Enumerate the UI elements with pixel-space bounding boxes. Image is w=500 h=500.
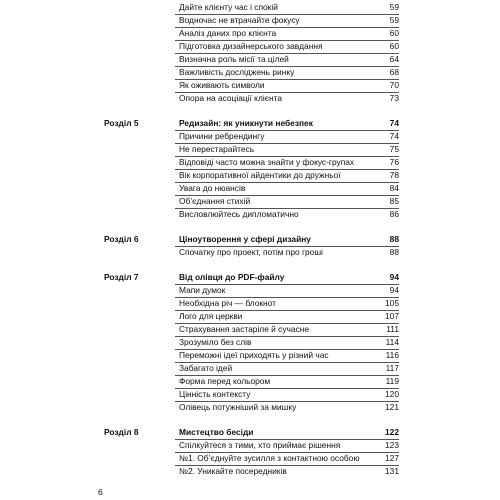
entry-title: Увага до нюансів (179, 183, 246, 193)
entry-title: Лого для церкви (179, 311, 243, 321)
toc-entry (175, 297, 399, 311)
section-title: Редизайн: як уникнути небезпек (179, 118, 313, 128)
section-heading-row (175, 271, 399, 285)
section-title: Ціноутворення у сфері дизайну (179, 234, 311, 244)
entry-page-number: 84 (389, 183, 399, 193)
entry-title: Визначна роль місії та цілей (179, 54, 289, 64)
entry-page-number: 105 (385, 298, 399, 308)
toc-entry (175, 401, 399, 414)
entry-title: Олівець потужніший за мишку (179, 402, 297, 412)
entry-title: Водночас не втрачайте фокусу (179, 15, 300, 25)
toc-entry (175, 465, 399, 478)
entry-title: Висловлюйтесь дипломатично (179, 209, 299, 219)
entry-title: Дайте клієнту час і спокій (179, 2, 278, 12)
entry-page-number: 123 (385, 440, 399, 450)
toc-entry (175, 336, 399, 350)
toc-entry (175, 79, 399, 93)
entry-page-number: 119 (385, 376, 399, 386)
entry-page-number: 131 (385, 466, 399, 476)
entry-page-number: 74 (389, 131, 399, 141)
section-page-number: 94 (389, 272, 399, 282)
toc-entry (175, 375, 399, 389)
toc-entry (175, 130, 399, 144)
toc-entry (175, 27, 399, 41)
entry-page-number: 68 (389, 67, 399, 77)
entry-title: Зрозуміло без слів (179, 337, 252, 347)
entry-page-number: 78 (389, 170, 399, 180)
entry-title: Переможні ідеї приходять у різний час (179, 350, 329, 360)
entry-page-number: 107 (385, 311, 399, 321)
entry-title: Спілкуйтеся з тими, хто приймає рішення (179, 440, 341, 450)
entry-page-number: 73 (389, 93, 399, 103)
entry-title: Причини ребрендингу (179, 131, 265, 141)
toc-entry (175, 246, 399, 259)
entry-page-number: 111 (386, 324, 399, 334)
entry-title: Необхідна річ — блокнот (179, 298, 276, 308)
entry-title: Не перестарайтесь (179, 144, 255, 154)
entry-page-number: 114 (385, 337, 399, 347)
entry-title: №1. Об’єднуйте зусилля з контактною особою (179, 453, 360, 463)
entry-title: Вік корпоративної айдентики до дружньої (179, 170, 341, 180)
entry-page-number: 86 (389, 209, 399, 219)
entry-page-number: 94 (389, 285, 399, 295)
toc-entry (175, 195, 399, 209)
toc-entry (175, 66, 399, 80)
entry-page-number: 64 (389, 54, 399, 64)
entry-title: Як оживають символи (179, 80, 265, 90)
toc-entry (175, 156, 399, 170)
entry-page-number: 121 (385, 402, 399, 412)
entry-title: Аналіз даних про клієнта (179, 28, 277, 38)
toc-entry (175, 208, 399, 221)
entry-page-number: 59 (389, 15, 399, 25)
toc-entry (175, 452, 399, 466)
entry-page-number: 120 (385, 389, 399, 399)
section-title: Від олівця до PDF-файлу (179, 272, 285, 282)
entry-page-number: 60 (389, 28, 399, 38)
toc-entry (175, 439, 399, 453)
toc-entry (175, 388, 399, 402)
section-label: Розділ 7 (104, 272, 139, 282)
toc-entry (175, 14, 399, 28)
entry-page-number: 60 (389, 41, 399, 51)
entry-page-number: 116 (385, 350, 399, 360)
section-page-number: 122 (385, 427, 399, 437)
entry-page-number: 127 (385, 453, 399, 463)
entry-title: Важливість досліджень ринку (179, 67, 295, 77)
entry-page-number: 75 (389, 144, 399, 154)
toc-entry (175, 1, 399, 15)
entry-title: Спочатку про проект, потім про гроші (179, 247, 323, 257)
toc-entry (175, 284, 399, 298)
toc-entry (175, 349, 399, 363)
entry-page-number: 85 (389, 196, 399, 206)
entry-page-number: 70 (389, 80, 399, 90)
entry-page-number: 117 (385, 363, 399, 373)
entry-title: Забагато ідей (179, 363, 233, 373)
entry-page-number: 76 (389, 157, 399, 167)
section-label: Розділ 5 (104, 118, 139, 128)
section-heading-row (175, 117, 399, 131)
entry-page-number: 88 (389, 247, 399, 257)
toc-entry (175, 182, 399, 196)
toc-entry (175, 169, 399, 183)
section-page-number: 74 (389, 118, 399, 128)
section-heading-row (175, 233, 399, 247)
toc-entry (175, 40, 399, 54)
entry-title: №2. Уникайте посередників (179, 466, 287, 476)
toc-entry (175, 362, 399, 376)
entry-title: Підготовка дизайнерського завдання (179, 41, 323, 51)
entry-title: Форма перед кольором (179, 376, 271, 386)
entry-title: Відповіді часто можна знайти у фокус-групах (179, 157, 355, 167)
page-number: 6 (98, 487, 103, 497)
entry-title: Опора на асоціації клієнта (179, 93, 282, 103)
toc-entry (175, 323, 399, 337)
entry-page-number: 59 (389, 2, 399, 12)
toc-entry (175, 310, 399, 324)
section-title: Мистецтво бесіди (179, 427, 254, 437)
entry-title: Страхування застаріле й сучасне (179, 324, 310, 334)
section-label: Розділ 6 (104, 234, 139, 244)
section-label: Розділ 8 (104, 427, 139, 437)
section-heading-row (175, 426, 399, 440)
entry-title: Об’єднання стихій (179, 196, 251, 206)
entry-title: Мапи думок (179, 285, 226, 295)
section-page-number: 88 (389, 234, 399, 244)
toc-entry (175, 92, 399, 105)
entry-title: Цінність контексту (179, 389, 251, 399)
toc-entry (175, 143, 399, 157)
toc-entry (175, 53, 399, 67)
